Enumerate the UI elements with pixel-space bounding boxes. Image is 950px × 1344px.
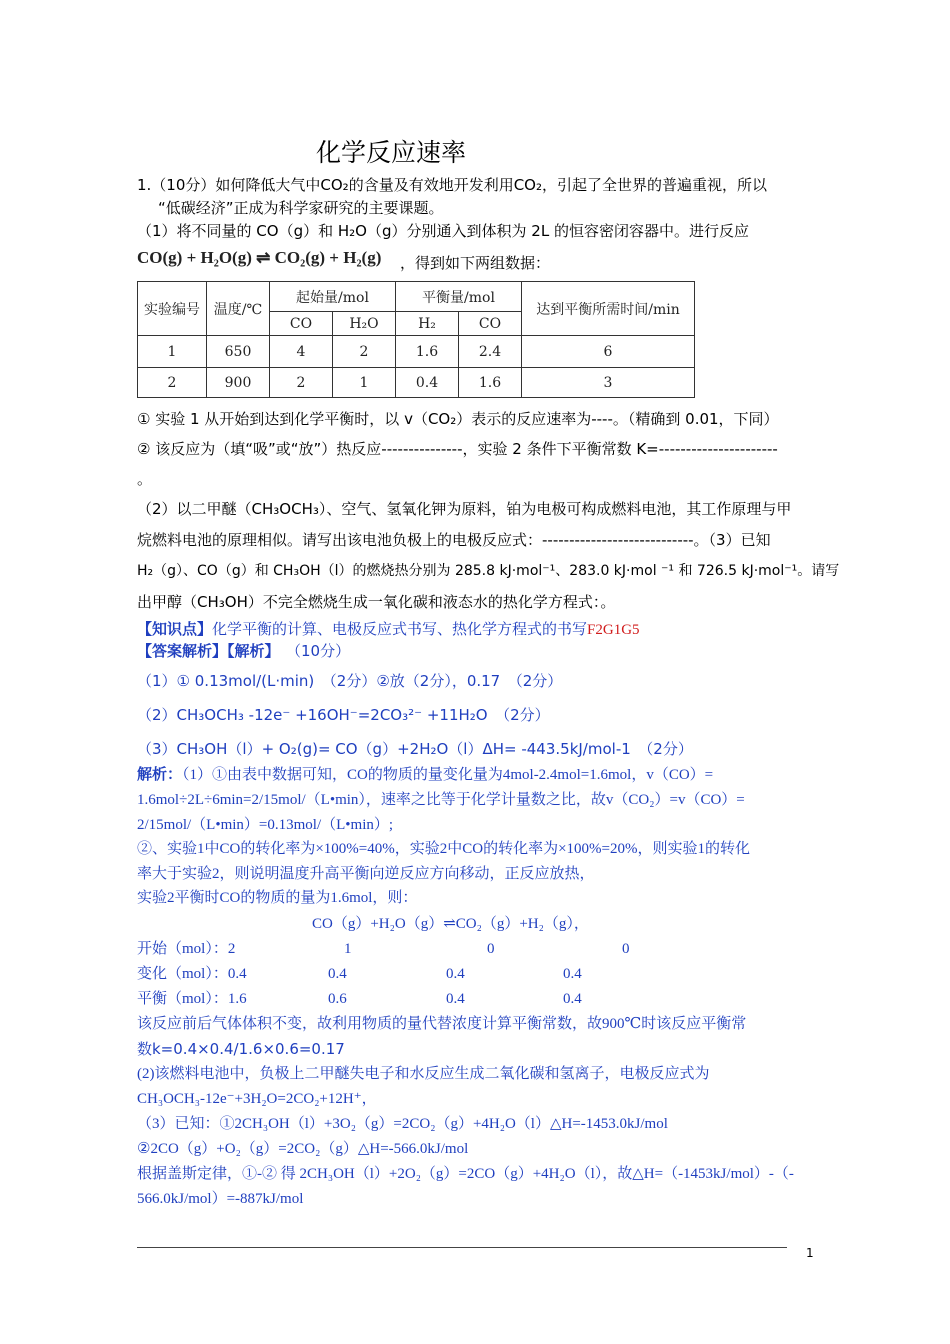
- sub-question-2-end: 。: [137, 470, 153, 488]
- question-part3-line2: 出甲醇（CH₃OH）不完全燃烧生成一氧化碳和液态水的热化学方程式：。: [137, 593, 616, 611]
- experiment-table: [137, 281, 695, 398]
- knowledge-code: F2G1G5: [587, 622, 640, 638]
- answer-header: [137, 638, 350, 664]
- table-cell: 1: [333, 368, 396, 398]
- explanation-line7: 该反应前后气体体积不变，故利用物质的量代替浓度计算平衡常数，故900℃时该反应平衡常: [137, 1016, 747, 1032]
- table-cell: 650: [207, 336, 270, 368]
- reaction-equation: CO(g) + H₂O(g) ⇌ CO₂(g) + H₂(g): [137, 248, 382, 267]
- explanation-line11: （3）已知：①2CH₃OH（l）+3O₂（g）=2CO₂（g）+4H₂O（l）△H=-1453.0kJ/mol: [137, 1116, 668, 1132]
- three-line-row: 平衡（mol）：1.6: [137, 991, 247, 1007]
- three-line-cell: 0.6: [328, 991, 347, 1007]
- question-part2-line1: （2）以二甲醚（CH₃OCH₃）、空气、氢氧化钾为原料，铂为电极可构成燃料电池，其工作原理与甲: [137, 500, 792, 518]
- knowledge-label: 【知识点】: [137, 620, 213, 638]
- explanation-label: 解析：: [137, 767, 183, 783]
- table-cell: 1.6: [459, 368, 522, 398]
- explanation-equation: CO（g）+H₂O（g）⇌CO₂（g）+H₂（g），: [312, 916, 589, 932]
- question-part3-line1: H₂（g）、CO（g）和 CH₃OH（l）的燃烧热分别为 285.8 kJ·mol⁻¹、283.0 kJ·mol ⁻¹ 和 726.5 kJ·mol⁻¹。请写: [137, 563, 840, 579]
- table-cell: 3: [522, 368, 695, 398]
- page-title: 化学反应速率: [316, 138, 467, 167]
- sub-question-1: ① 实验 1 从开始到达到化学平衡时，以 v（CO₂）表示的反应速率为----。（精确到 0.01，下同）: [137, 410, 779, 428]
- table-header-h2: H₂: [396, 312, 459, 336]
- question-intro-line1: 1.（10分）如何降低大气中CO₂的含量及有效地开发利用CO₂，引起了全世界的普遍重视，所以: [137, 176, 767, 194]
- explanation-line6: 实验2平衡时CO的物质的量为1.6mol，则：: [137, 890, 418, 906]
- table-row: [138, 368, 695, 398]
- table-cell: 4: [270, 336, 333, 368]
- question-part1-tail: ，得到如下两组数据：: [400, 254, 551, 272]
- explanation-line2: 1.6mol÷2L÷6min=2/15mol/（L•min），速率之比等于化学计量数之比，故v（CO₂）=v（CO）=: [137, 792, 745, 808]
- table-header-start: 起始量/mol: [270, 282, 396, 312]
- page-number: 1: [806, 1246, 814, 1260]
- explanation-line3: 2/15mol/（L•min）=0.13mol/（L•min）;: [137, 817, 394, 833]
- three-line-cell: 0.4: [446, 966, 465, 982]
- explanation-text: （1）①由表中数据可知，CO的物质的量变化量为4mol-2.4mol=1.6mol，v（CO）=: [182, 767, 714, 783]
- footer-divider: [137, 1247, 787, 1248]
- table-row: [138, 336, 695, 368]
- table-cell: 0.4: [396, 368, 459, 398]
- three-line-cell: 0: [487, 941, 495, 957]
- explanation-line8: 数k=0.4×0.4/1.6×0.6=0.17: [137, 1040, 345, 1058]
- three-line-cell: 0.4: [563, 991, 582, 1007]
- three-line-cell: 1: [344, 941, 352, 957]
- table-cell: 1.6: [396, 336, 459, 368]
- answer-2: （2）CH₃OCH₃ -12e⁻ +16OH⁻=2CO₃²⁻ +11H₂O （2分）: [137, 706, 550, 724]
- explanation-line5: 率大于实验2，则说明温度升高平衡向逆反应方向移动，正反应放热，: [137, 866, 595, 882]
- knowledge-text: 化学平衡的计算、电极反应式书写、热化学方程式的书写: [212, 620, 588, 638]
- table-header-time: 达到平衡所需时间/min: [522, 282, 695, 336]
- question-part2-line2: 烷燃料电池的原理相似。请写出该电池负极上的电极反应式：----------------------------。（3）已知: [137, 531, 771, 549]
- table-header-co: CO: [270, 312, 333, 336]
- answer-score: （10分）: [293, 642, 351, 660]
- question-intro-line2: “低碳经济”正成为科学家研究的主要课题。: [158, 199, 444, 217]
- explanation-line13: 根据盖斯定律，①-② 得 2CH₃OH（l）+2O₂（g）=2CO（g）+4H₂O（l），故△H=（-1453kJ/mol）-（-: [137, 1166, 794, 1182]
- sub-question-2: ② 该反应为（填“吸”或“放”）热反应---------------，实验 2 条件下平衡常数 K=----------------------: [137, 440, 778, 458]
- table-cell: 6: [522, 336, 695, 368]
- table-cell: 2: [333, 336, 396, 368]
- table-header-h2o: H₂O: [333, 312, 396, 336]
- answer-label: 【答案解析】【解析】: [137, 642, 280, 660]
- answer-3: （3）CH₃OH（l）+ O₂(g)= CO（g）+2H₂O（l）ΔH= -443.5kJ/mol-1 （2分）: [137, 740, 693, 758]
- explanation-line1: [137, 762, 713, 788]
- explanation-line12: ②2CO（g）+O₂（g）=2CO₂（g）△H=-566.0kJ/mol: [137, 1141, 469, 1157]
- table-header-co-eq: CO: [459, 312, 522, 336]
- table-cell: 900: [207, 368, 270, 398]
- three-line-cell: 0.4: [328, 966, 347, 982]
- table-cell: 2: [270, 368, 333, 398]
- explanation-line14: 566.0kJ/mol）=-887kJ/mol: [137, 1191, 304, 1207]
- table-cell: 2: [138, 368, 207, 398]
- table-header-equilibrium: 平衡量/mol: [396, 282, 522, 312]
- three-line-row: 开始（mol）：2: [137, 941, 236, 957]
- three-line-cell: 0: [622, 941, 630, 957]
- table-header-id: 实验编号: [138, 282, 207, 336]
- explanation-line9: (2)该燃料电池中，负极上二甲醚失电子和水反应生成二氧化碳和氢离子，电极反应式为: [137, 1066, 710, 1082]
- answer-1: （1）① 0.13mol/(L·min) （2分）②放（2分），0.17 （2分）: [137, 672, 563, 690]
- question-part1-text: （1）将不同量的 CO（g）和 H₂O（g）分别通入到体积为 2L 的恒容密闭容器中。进行反应: [137, 222, 749, 240]
- three-line-cell: 0.4: [563, 966, 582, 982]
- explanation-line10: CH₃OCH₃-12e⁻+3H₂O=2CO₂+12H⁺，: [137, 1091, 377, 1107]
- table-cell: 2.4: [459, 336, 522, 368]
- explanation-line4: ②、实验1中CO的转化率为×100%=40%，实验2中CO的转化率为×100%=20%，则实验1的转化: [137, 841, 750, 857]
- three-line-cell: 0.4: [446, 991, 465, 1007]
- three-line-row: 变化（mol）：0.4: [137, 966, 247, 982]
- table-header-temp: 温度/℃: [207, 282, 270, 336]
- table-cell: 1: [138, 336, 207, 368]
